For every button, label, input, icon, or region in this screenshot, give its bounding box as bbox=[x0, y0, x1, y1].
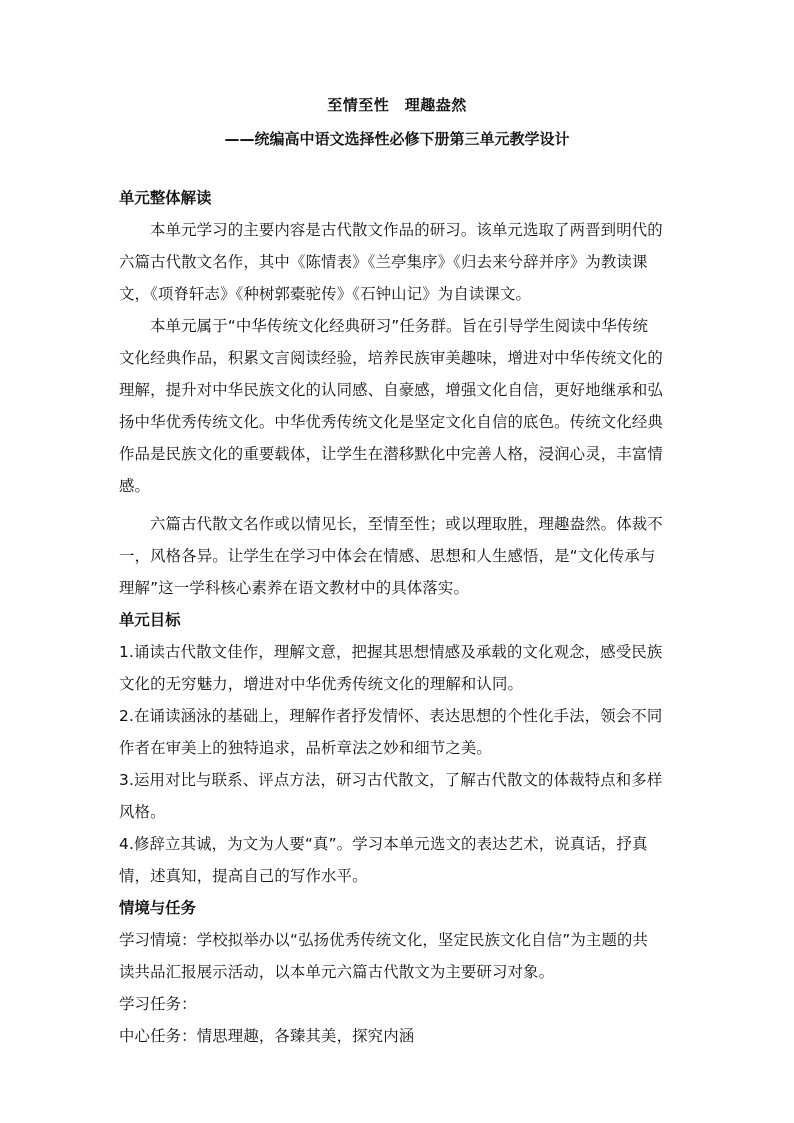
goal-item-3 bbox=[119, 764, 679, 828]
document-title: 至情至性 理趣盎然 bbox=[327, 96, 467, 114]
paragraph-overview-1 bbox=[119, 214, 679, 310]
goal-item-2 bbox=[119, 700, 679, 764]
text-line: 本单元属于“中华传统文化经典研习”任务群。旨在引导学生阅读中华传统 bbox=[150, 317, 649, 335]
text-line: 文，《项脊轩志》《种树郭橐驼传》《石钟山记》为自读课文。 bbox=[119, 285, 532, 303]
text-line: 扬中华优秀传统文化。中华优秀传统文化是坚定文化自信的底色。传统文化经典 bbox=[119, 413, 663, 431]
text-line: 理解，提升对中华民族文化的认同感、自豪感，增强文化自信，更好地继承和弘 bbox=[119, 381, 663, 399]
central-task: 中心任务：情思理趣，各臻其美，探究内涵 bbox=[119, 1027, 415, 1045]
text-line: 读共品汇报展示活动，以本单元六篇古代散文为主要研习对象。 bbox=[119, 963, 555, 981]
goal-item-1 bbox=[119, 636, 679, 700]
learning-task-label: 学习任务： bbox=[119, 995, 197, 1013]
text-line: 作品是民族文化的重要载体，让学生在潜移默化中完善人格，浸润心灵，丰富情 bbox=[119, 445, 663, 463]
paragraph-overview-2 bbox=[119, 310, 679, 502]
paragraph-overview-3 bbox=[119, 508, 679, 604]
document-subtitle: ——统编高中语文选择性必修下册第三单元教学设计 bbox=[224, 130, 570, 148]
text-line: 学习情境：学校拟举办以“弘扬优秀传统文化，坚定民族文化自信”为主题的共 bbox=[119, 931, 649, 949]
text-line: 感。 bbox=[119, 477, 151, 495]
text-line: 六篇古代散文名作，其中《陈情表》《兰亭集序》《归去来兮辞并序》为教读课 bbox=[119, 253, 648, 271]
text-line: 风格。 bbox=[119, 803, 166, 821]
text-line: 情，述真知，提高自己的写作水平。 bbox=[119, 867, 368, 885]
goal-item-4 bbox=[119, 828, 679, 892]
text-line: 作者在审美上的独特追求，品析章法之妙和细节之美。 bbox=[119, 739, 492, 757]
title-block bbox=[0, 93, 794, 151]
text-line: 1.诵读古代散文佳作，理解文意，把握其思想情感及承载的文化观念，感受民族 bbox=[119, 643, 663, 661]
section-heading-tasks: 情境与任务 bbox=[119, 899, 196, 917]
text-line: 文化的无穷魅力，增进对中华优秀传统文化的理解和认同。 bbox=[119, 675, 524, 693]
text-line: 理解”这一学科核心素养在语文教材中的具体落实。 bbox=[119, 579, 470, 597]
text-line: 一，风格各异。让学生在学习中体会在情感、思想和人生感悟，是“文化传承与 bbox=[119, 547, 656, 565]
text-line: 2.在诵读涵泳的基础上，理解作者抒发情怀、表达思想的个性化手法，领会不同 bbox=[119, 707, 663, 725]
section-heading-overview: 单元整体解读 bbox=[119, 189, 212, 207]
text-line: 3.运用对比与联系、评点方法，研习古代散文，了解古代散文的体裁特点和多样 bbox=[119, 771, 663, 789]
text-line: 六篇古代散文名作或以情见长，至情至性；或以理取胜，理趣盎然。体裁不 bbox=[150, 515, 663, 533]
text-line: 4.修辞立其诚，为文为人要“真”。学习本单元选文的表达艺术，说真话，抒真 bbox=[119, 835, 648, 853]
section-heading-goals: 单元目标 bbox=[119, 611, 181, 629]
text-line: 文化经典作品，积累文言阅读经验，培养民族审美趣味，增进对中华传统文化的 bbox=[119, 349, 663, 367]
learning-situation bbox=[119, 924, 679, 988]
document-body bbox=[119, 182, 679, 1052]
text-line: 本单元学习的主要内容是古代散文作品的研习。该单元选取了两晋到明代的 bbox=[150, 221, 663, 239]
